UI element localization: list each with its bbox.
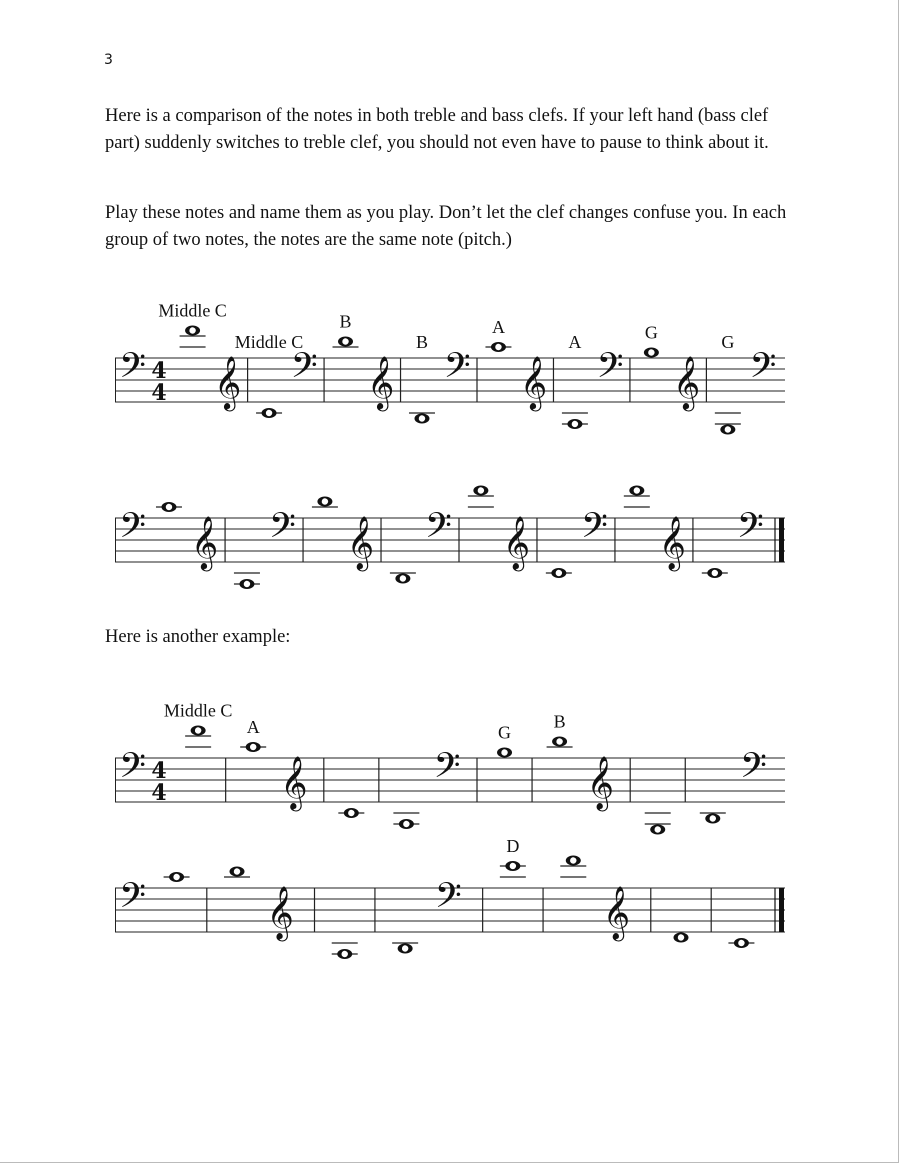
note-name-label: G [721, 332, 735, 352]
final-barline-thick [779, 888, 784, 932]
time-signature-top: 4 [151, 358, 167, 384]
intro-paragraph: Here is a comparison of the notes in both treble and bass clefs. If your left hand (bass clef part) suddenly switches to treble clef, you should not even have to pause to think about it. [105, 106, 769, 153]
example1-system1-staff [115, 300, 785, 436]
bass-clef-icon: 𝄢 [739, 745, 767, 794]
time-signature-bottom: 4 [151, 780, 167, 806]
example1-system2-staff [115, 466, 785, 596]
page-number: 3 [104, 52, 113, 68]
instruction-paragraph: Play these notes and name them as you play. Don’t let the clef changes confuse you. In each group of two notes, the notes are the same note (pitch.) [105, 203, 787, 250]
bass-clef-icon: 𝄢 [736, 505, 764, 554]
bass-clef-icon: 𝄢 [268, 505, 296, 554]
example2-system1-staff [115, 700, 785, 836]
treble-clef-icon: 𝄞 [658, 515, 686, 569]
note-name-label: Middle C [158, 300, 227, 321]
example2-system2-staff [115, 836, 785, 966]
treble-clef-icon: 𝄞 [672, 355, 701, 409]
note-name-label: A [568, 332, 582, 352]
bass-clef-icon: 𝄢 [119, 745, 147, 794]
bass-clef-icon: 𝄢 [119, 875, 147, 924]
bass-clef-icon: 𝄢 [596, 345, 624, 394]
treble-clef-icon: 𝄞 [214, 355, 242, 409]
treble-clef-icon: 𝄞 [266, 885, 294, 939]
treble-clef-icon: 𝄞 [280, 755, 308, 809]
treble-clef-icon: 𝄞 [190, 515, 219, 569]
bass-clef-icon: 𝄢 [424, 505, 452, 554]
time-signature-top: 4 [151, 758, 167, 784]
note-name-label: Middle C [234, 332, 304, 352]
final-barline-thick [779, 518, 784, 562]
note-name-label: G [644, 322, 658, 343]
treble-clef-icon: 𝄞 [520, 355, 548, 409]
note-name-label: B [553, 711, 566, 732]
bass-clef-icon: 𝄢 [443, 345, 471, 394]
bass-clef-icon: 𝄢 [433, 745, 461, 794]
note-name-label: A [246, 717, 260, 737]
bass-clef-icon: 𝄢 [119, 345, 147, 394]
note-name-label: B [415, 332, 428, 352]
treble-clef-icon: 𝄞 [346, 515, 375, 569]
bass-clef-icon: 𝄢 [119, 505, 147, 554]
treble-clef-icon: 𝄞 [367, 355, 395, 409]
bass-clef-icon: 𝄢 [434, 875, 462, 924]
note-name-label: B [339, 311, 352, 332]
treble-clef-icon: 𝄞 [502, 515, 531, 569]
time-signature-bottom: 4 [151, 380, 167, 406]
note-name-label: Middle C [163, 700, 233, 721]
treble-clef-icon: 𝄞 [602, 885, 631, 939]
note-name-label: D [506, 836, 520, 856]
bass-clef-icon: 𝄢 [749, 345, 777, 394]
another-example-paragraph: Here is another example: [105, 627, 291, 647]
note-name-label: G [498, 722, 512, 743]
bass-clef-icon: 𝄢 [290, 345, 318, 394]
treble-clef-icon: 𝄞 [586, 755, 614, 809]
bass-clef-icon: 𝄢 [580, 505, 608, 554]
note-name-label: A [491, 317, 505, 337]
